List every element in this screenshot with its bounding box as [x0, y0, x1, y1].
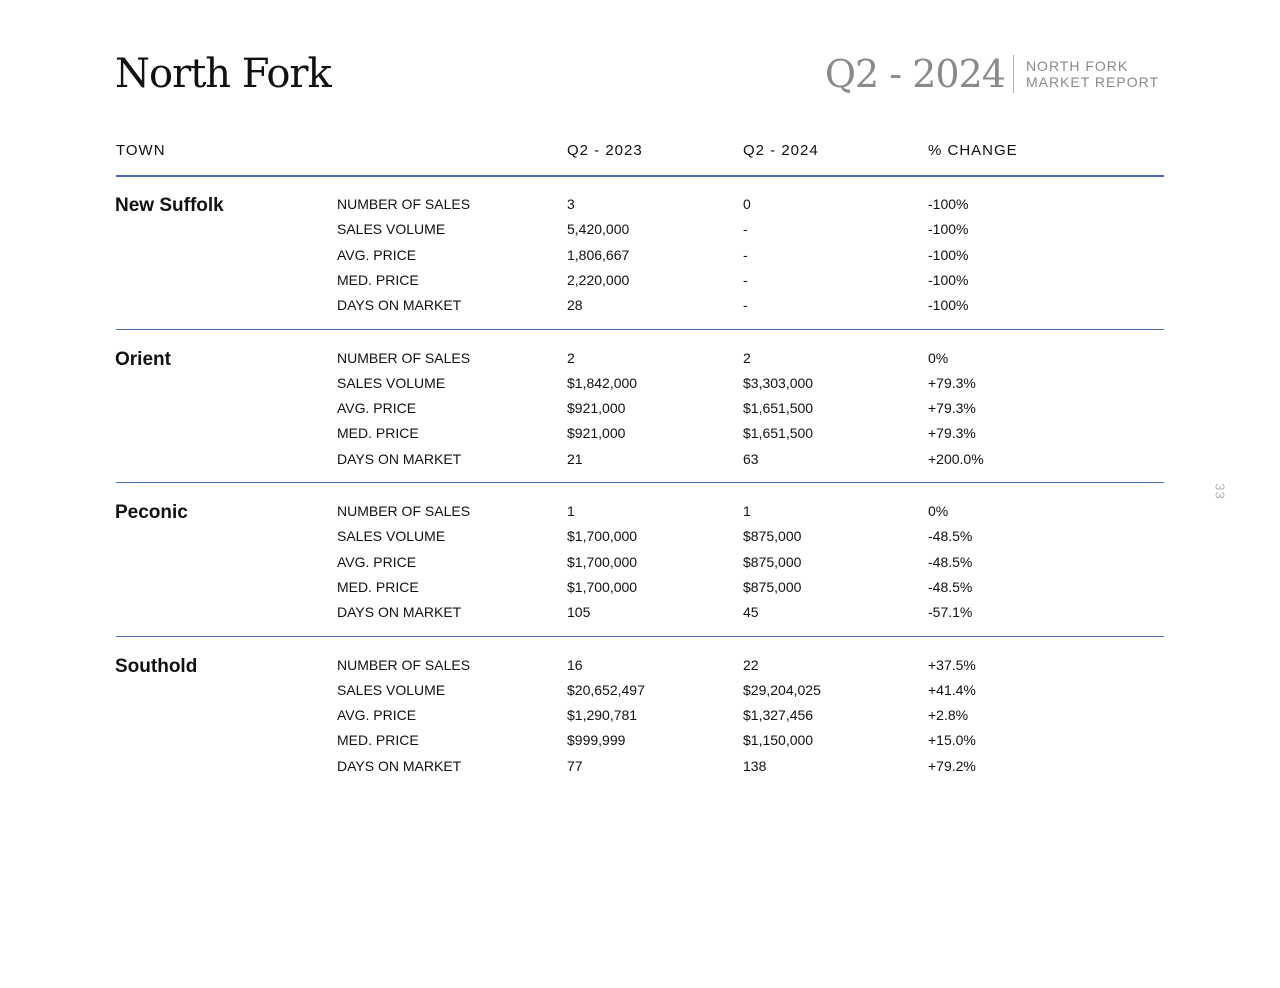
metric-label: AVG. PRICE	[337, 707, 417, 724]
value-q2-2023: 1,806,667	[567, 246, 630, 263]
value-q2-2023: 105	[567, 604, 591, 621]
value-change: -100%	[928, 271, 969, 288]
value-q2-2023: $20,652,497	[567, 681, 645, 698]
value-q2-2023: $921,000	[567, 425, 626, 442]
value-q2-2024: $3,303,000	[743, 374, 814, 391]
value-change: +200.0%	[928, 450, 984, 467]
page-title: North Fork	[115, 51, 331, 97]
value-q2-2023: 28	[567, 297, 583, 314]
table-row	[0, 552, 1280, 577]
table-row	[0, 398, 1280, 423]
table-row	[0, 270, 1280, 295]
section-divider	[116, 636, 1164, 637]
table-row	[0, 602, 1280, 627]
value-q2-2023: $1,700,000	[567, 528, 638, 545]
metric-label: SALES VOLUME	[337, 221, 446, 238]
value-q2-2024: 45	[743, 604, 759, 621]
value-q2-2024: $875,000	[743, 578, 802, 595]
value-change: -48.5%	[928, 578, 973, 595]
value-q2-2023: 16	[567, 656, 583, 673]
table-row	[0, 730, 1280, 755]
value-q2-2023: 21	[567, 450, 583, 467]
table-row	[0, 705, 1280, 730]
value-q2-2024: $1,651,500	[743, 425, 814, 442]
metric-label: SALES VOLUME	[337, 528, 446, 545]
value-q2-2023: 3	[567, 196, 575, 212]
value-change: -100%	[928, 196, 969, 212]
metric-label: DAYS ON MARKET	[337, 297, 462, 314]
metric-label: DAYS ON MARKET	[337, 450, 462, 467]
value-q2-2024: 138	[743, 757, 767, 774]
town-name: Southold	[115, 655, 198, 677]
value-change: -100%	[928, 297, 969, 314]
metric-label: DAYS ON MARKET	[337, 757, 462, 774]
column-header-town: TOWN	[116, 142, 166, 159]
value-change: 0%	[928, 503, 949, 519]
value-change: -48.5%	[928, 528, 973, 545]
metric-label: AVG. PRICE	[337, 246, 417, 263]
metric-label: NUMBER OF SALES	[337, 349, 471, 366]
table-row	[0, 449, 1280, 474]
value-q2-2023: $999,999	[567, 732, 626, 749]
value-q2-2023: 77	[567, 757, 583, 774]
value-q2-2023: $921,000	[567, 400, 626, 417]
town-name: Peconic	[115, 502, 188, 523]
report-period: Q2 - 2024	[824, 52, 1005, 96]
value-q2-2024: $1,150,000	[743, 732, 814, 749]
metric-label: MED. PRICE	[337, 578, 419, 595]
metric-label: AVG. PRICE	[337, 553, 417, 570]
value-q2-2024: $875,000	[743, 553, 802, 570]
report-subtitle-line-2: MARKET REPORT	[1025, 74, 1159, 90]
value-q2-2024: -	[743, 246, 748, 263]
value-change: -48.5%	[928, 553, 973, 570]
value-q2-2023: $1,700,000	[567, 578, 638, 595]
metric-label: NUMBER OF SALES	[337, 196, 471, 212]
value-change: +79.3%	[928, 425, 976, 442]
value-q2-2024: 0	[743, 196, 751, 212]
value-change: +15.0%	[928, 732, 976, 749]
value-q2-2024: -	[743, 221, 748, 238]
header-divider	[1013, 55, 1014, 93]
value-q2-2024: 22	[743, 656, 759, 673]
value-change: +2.8%	[928, 707, 969, 724]
table-row	[0, 348, 1280, 373]
table-row	[0, 295, 1280, 320]
value-change: 0%	[928, 349, 949, 366]
metric-label: MED. PRICE	[337, 732, 419, 749]
table-row	[0, 219, 1280, 244]
section-divider	[116, 329, 1164, 330]
table-row	[0, 756, 1280, 781]
value-q2-2023: 2,220,000	[567, 271, 630, 288]
value-q2-2023: $1,290,781	[567, 707, 638, 724]
town-name: New Suffolk	[115, 195, 224, 216]
table-row	[0, 373, 1280, 398]
value-q2-2023: 1	[567, 503, 575, 519]
column-header-q2-2023: Q2 - 2023	[567, 142, 643, 159]
value-q2-2023: $1,842,000	[567, 374, 638, 391]
value-q2-2023: 5,420,000	[567, 221, 630, 238]
value-change: +41.4%	[928, 681, 976, 698]
value-q2-2023: $1,700,000	[567, 553, 638, 570]
metric-label: DAYS ON MARKET	[337, 604, 462, 621]
town-section	[0, 331, 1280, 484]
value-q2-2024: -	[743, 271, 748, 288]
metric-label: AVG. PRICE	[337, 400, 417, 417]
value-q2-2023: 2	[567, 349, 575, 366]
value-q2-2024: $1,651,500	[743, 400, 814, 417]
value-change: +79.3%	[928, 374, 976, 391]
town-section	[0, 177, 1280, 330]
value-q2-2024: -	[743, 297, 748, 314]
metric-label: NUMBER OF SALES	[337, 656, 471, 673]
table-row	[0, 526, 1280, 551]
report-subtitle	[1026, 58, 1159, 90]
page-number: 33	[1212, 483, 1228, 500]
report-subtitle-line-1: NORTH FORK	[1025, 58, 1129, 74]
metric-label: MED. PRICE	[337, 425, 419, 442]
value-change: +79.2%	[928, 757, 976, 774]
report-header	[825, 52, 1159, 96]
value-change: +37.5%	[928, 656, 976, 673]
town-section	[0, 638, 1280, 791]
value-change: -100%	[928, 221, 969, 238]
table-row	[0, 423, 1280, 448]
column-header-change: % CHANGE	[928, 142, 1018, 159]
value-change: +79.3%	[928, 400, 976, 417]
table-row	[0, 245, 1280, 270]
metric-label: SALES VOLUME	[337, 681, 446, 698]
value-q2-2024: 63	[743, 450, 759, 467]
table-row	[0, 194, 1280, 219]
table-row	[0, 655, 1280, 680]
value-change: -57.1%	[928, 604, 973, 621]
town-name: Orient	[115, 348, 171, 370]
value-q2-2024: $1,327,456	[743, 707, 814, 724]
table-row	[0, 501, 1280, 526]
metric-label: NUMBER OF SALES	[337, 503, 471, 519]
value-q2-2024: $29,204,025	[743, 681, 821, 698]
column-header-q2-2024: Q2 - 2024	[743, 142, 819, 159]
section-divider	[116, 482, 1164, 483]
town-section	[0, 484, 1280, 637]
value-change: -100%	[928, 246, 969, 263]
value-q2-2024: 1	[743, 503, 751, 519]
value-q2-2024: 2	[743, 349, 751, 366]
table-row	[0, 577, 1280, 602]
table-row	[0, 680, 1280, 705]
metric-label: MED. PRICE	[337, 271, 419, 288]
value-q2-2024: $875,000	[743, 528, 802, 545]
metric-label: SALES VOLUME	[337, 374, 446, 391]
